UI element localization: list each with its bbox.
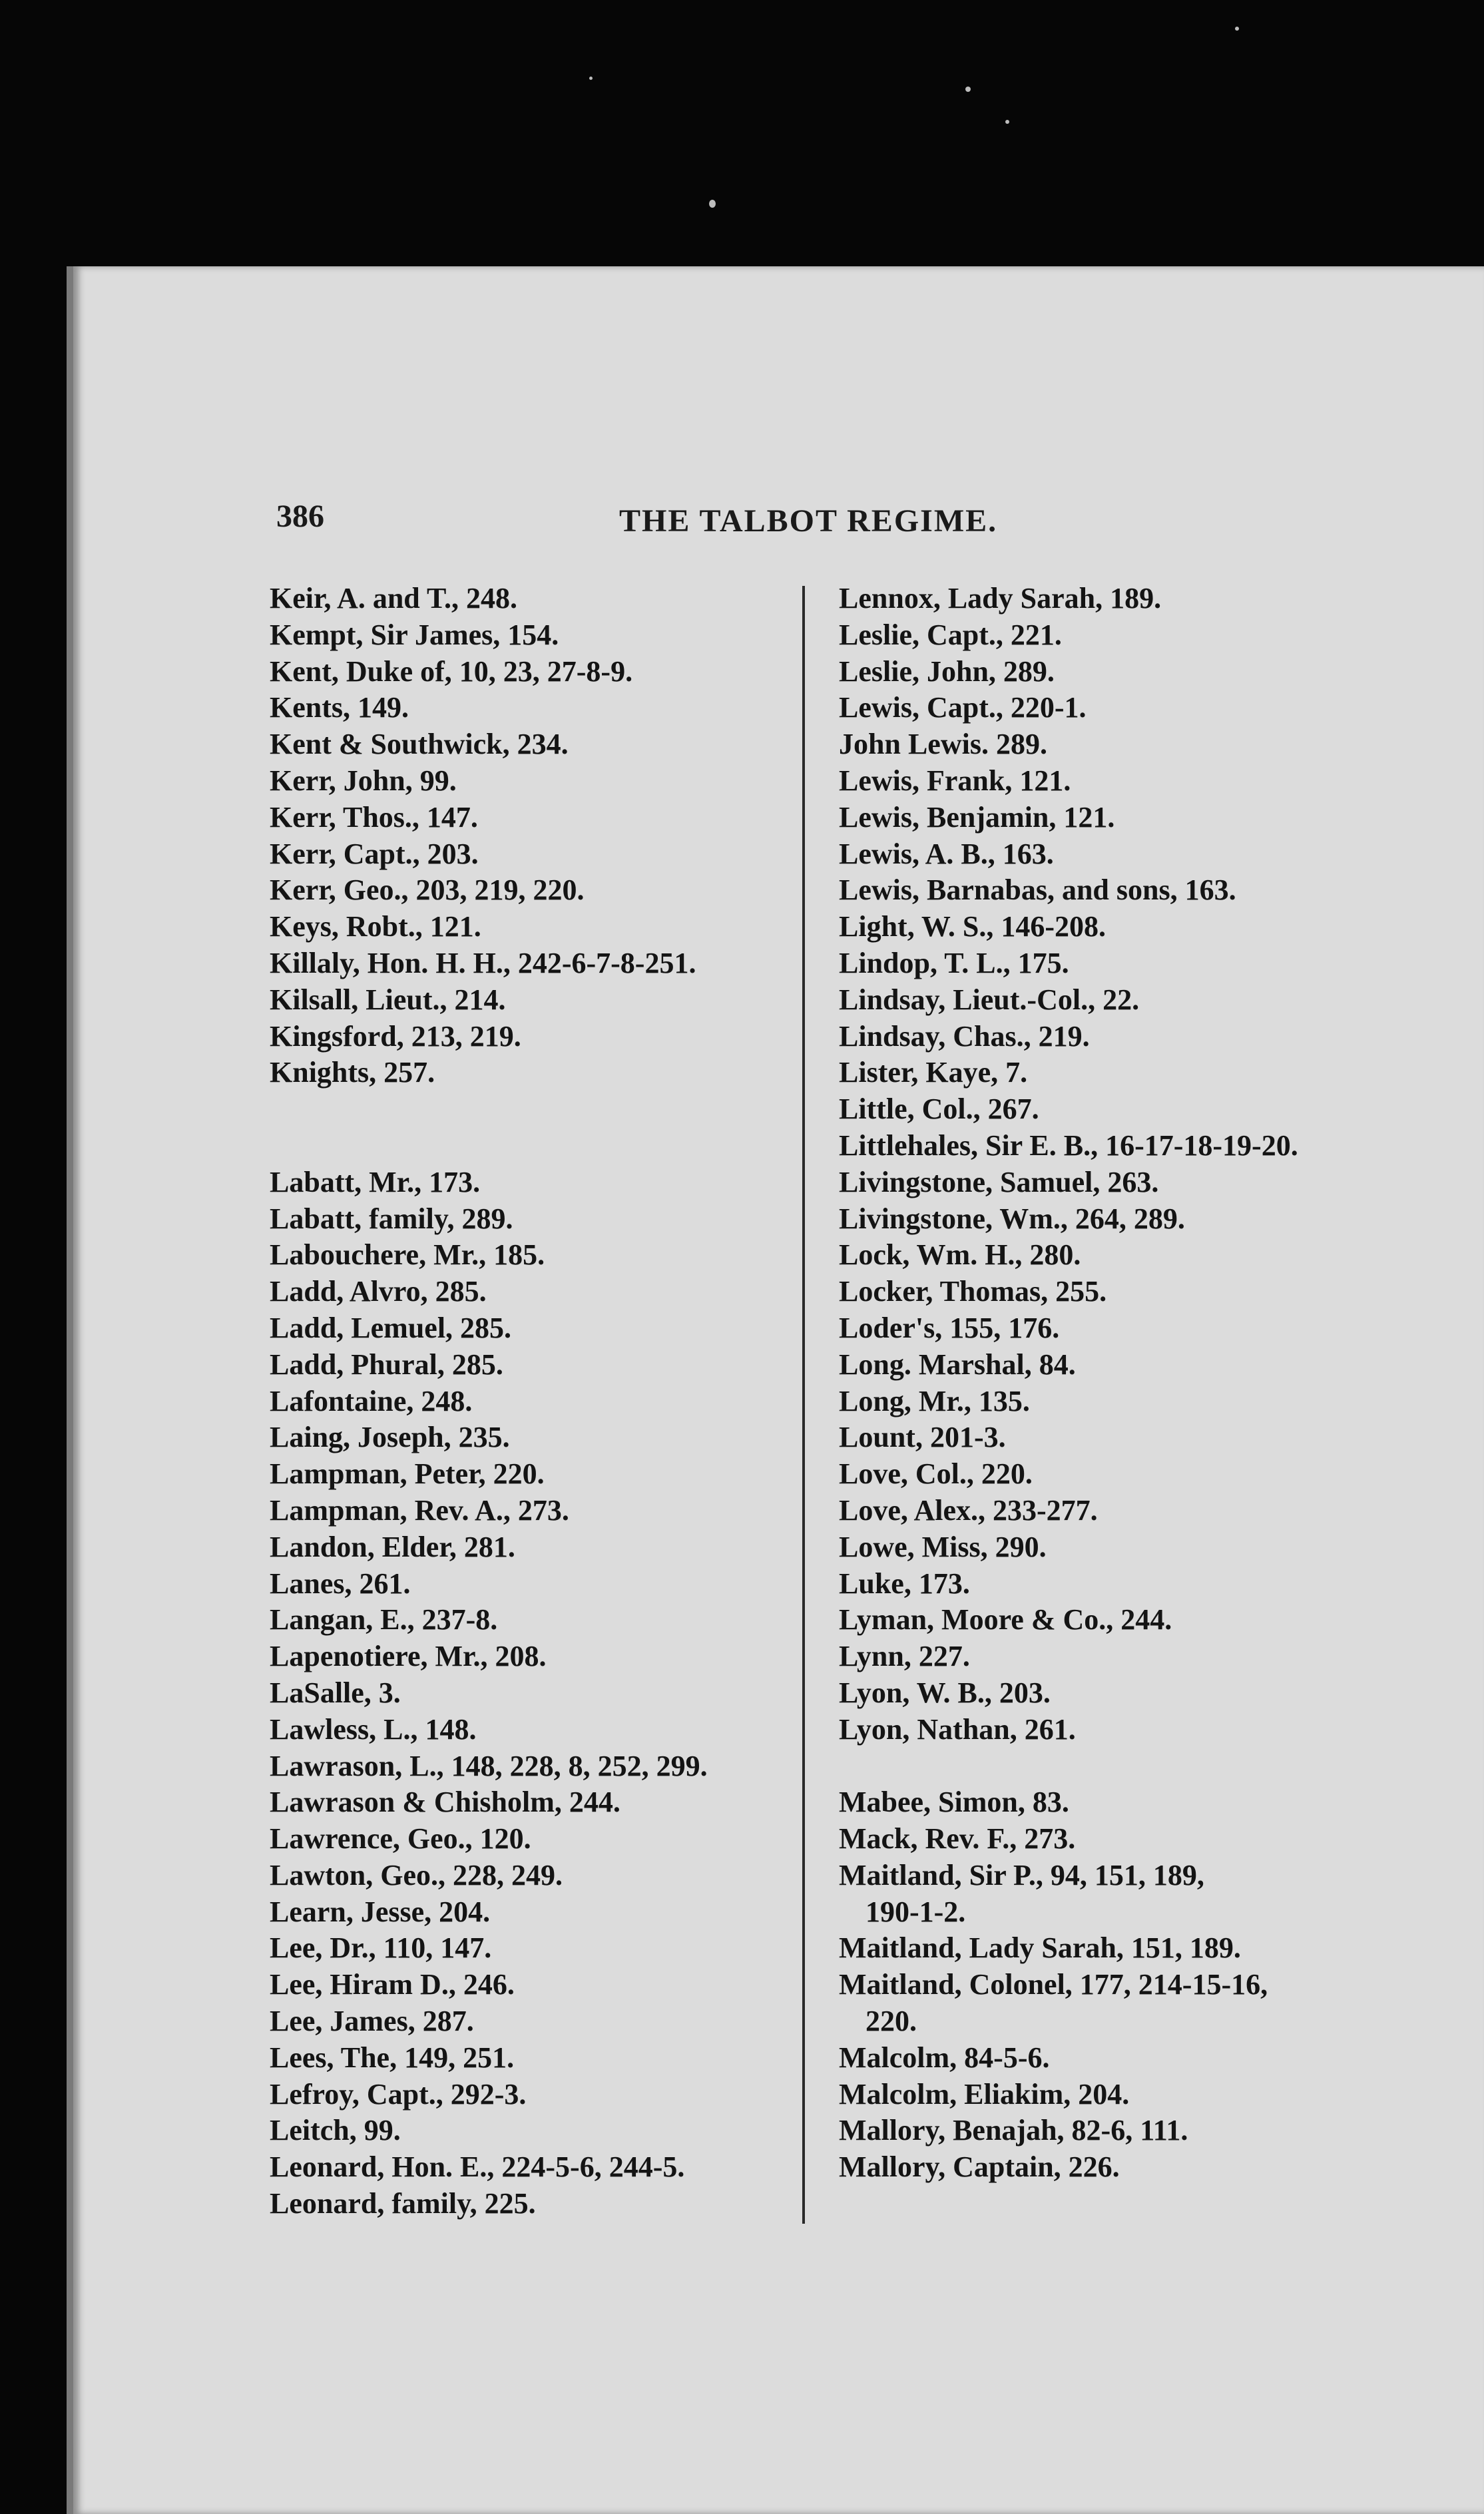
index-entry: Lynn, 227. — [839, 1640, 970, 1673]
index-entry: Labouchere, Mr., 185. — [270, 1238, 545, 1272]
index-entry: Kents, 149. — [270, 691, 409, 724]
index-entry: Leonard, family, 225. — [270, 2187, 536, 2220]
index-entry: Ladd, Phural, 285. — [270, 1348, 503, 1381]
index-entry: Lanes, 261. — [270, 1567, 411, 1600]
index-entry: Light, W. S., 146-208. — [839, 910, 1106, 943]
index-entry: Lock, Wm. H., 280. — [839, 1238, 1081, 1272]
index-entry: Lindsay, Chas., 219. — [839, 1019, 1090, 1053]
index-entry: Lees, The, 149, 251. — [270, 2041, 515, 2074]
index-entry: Lyon, Nathan, 261. — [839, 1712, 1076, 1746]
index-entry: Lee, Dr., 110, 147. — [270, 1931, 492, 1965]
index-entry: Long, Mr., 135. — [839, 1384, 1030, 1417]
index-entry: Langan, E., 237-8. — [270, 1603, 498, 1636]
index-entry: Mallory, Benajah, 82-6, 111. — [839, 2114, 1188, 2147]
index-entry: Mabee, Simon, 83. — [839, 1786, 1069, 1819]
index-entry: Laing, Joseph, 235. — [270, 1421, 510, 1454]
index-entry: Mack, Rev. F., 273. — [839, 1822, 1076, 1856]
index-entry: Leslie, Capt., 221. — [839, 618, 1062, 651]
index-entry: Lawrason, L., 148, 228, 8, 252, 299. — [270, 1749, 708, 1782]
index-entry-continuation: 220. — [866, 2005, 917, 2038]
index-entry: Lawless, L., 148. — [270, 1712, 477, 1746]
right-index-column — [839, 581, 1345, 2186]
index-entry: Kempt, Sir James, 154. — [270, 618, 559, 651]
index-entry: Lennox, Lady Sarah, 189. — [839, 582, 1162, 615]
dust-speck — [1235, 27, 1239, 31]
index-entry: Lawton, Geo., 228, 249. — [270, 1858, 563, 1891]
index-entry: Lindop, T. L., 175. — [839, 946, 1069, 979]
index-entry: Knights, 257. — [270, 1056, 435, 1089]
index-entry: Kent, Duke of, 10, 23, 27-8-9. — [270, 654, 633, 688]
index-entry: Loder's, 155, 176. — [839, 1311, 1060, 1344]
index-entry: Livingstone, Samuel, 263. — [839, 1165, 1159, 1198]
index-entry: Learn, Jesse, 204. — [270, 1895, 491, 1928]
index-entry: Lewis, Barnabas, and sons, 163. — [839, 874, 1236, 907]
index-entry: Maitland, Colonel, 177, 214-15-16, — [839, 1968, 1268, 2001]
index-entry: Lewis, Capt., 220-1. — [839, 691, 1087, 724]
index-entry: Kent & Southwick, 234. — [270, 728, 569, 761]
index-entry: Luke, 173. — [839, 1567, 970, 1600]
index-entry: Lampman, Peter, 220. — [270, 1457, 545, 1491]
index-entry: Long. Marshal, 84. — [839, 1348, 1076, 1381]
index-entry: Lapenotiere, Mr., 208. — [270, 1640, 547, 1673]
running-title: THE TALBOT REGIME. — [619, 503, 998, 539]
index-entry: Leonard, Hon. E., 224-5-6, 244-5. — [270, 2150, 685, 2184]
index-entry-continuation: 190-1-2. — [866, 1895, 966, 1928]
letter-group-gap — [839, 1748, 1345, 1785]
index-entry: Kerr, Thos., 147. — [270, 800, 478, 834]
index-entry: Labatt, Mr., 173. — [270, 1165, 481, 1198]
index-entry: Locker, Thomas, 255. — [839, 1275, 1107, 1308]
column-divider — [802, 586, 805, 2224]
index-entry: Lewis, Benjamin, 121. — [839, 800, 1115, 834]
index-entry: Lindsay, Lieut.-Col., 22. — [839, 983, 1140, 1016]
index-entry: Kerr, Capt., 203. — [270, 837, 479, 870]
index-entry: Lawrence, Geo., 120. — [270, 1822, 531, 1856]
index-entry: LaSalle, 3. — [270, 1676, 401, 1709]
index-entry: Lafontaine, 248. — [270, 1384, 473, 1417]
dust-speck — [965, 87, 971, 92]
index-entry: Leslie, John, 289. — [839, 654, 1055, 688]
index-entry: Lampman, Rev. A., 273. — [270, 1493, 569, 1527]
left-index-column — [270, 581, 789, 2222]
index-entry: Malcolm, 84-5-6. — [839, 2041, 1050, 2074]
index-entry: Landon, Elder, 281. — [270, 1530, 515, 1563]
index-entry: Lyman, Moore & Co., 244. — [839, 1603, 1172, 1636]
index-entry: Lewis, A. B., 163. — [839, 837, 1054, 870]
index-entry: Keir, A. and T., 248. — [270, 582, 518, 615]
index-entry: Malcolm, Eliakim, 204. — [839, 2077, 1130, 2111]
index-entry: Lyon, W. B., 203. — [839, 1676, 1051, 1709]
index-entry: Lowe, Miss, 290. — [839, 1530, 1047, 1563]
index-entry: Kilsall, Lieut., 214. — [270, 983, 506, 1016]
index-entry: Lister, Kaye, 7. — [839, 1056, 1028, 1089]
dust-speck — [589, 77, 593, 80]
index-entry: Lefroy, Capt., 292-3. — [270, 2077, 527, 2111]
index-entry: Killaly, Hon. H. H., 242-6-7-8-251. — [270, 946, 696, 979]
letter-group-gap — [270, 1128, 789, 1164]
index-entry: John Lewis. 289. — [839, 728, 1047, 761]
index-entry: Love, Alex., 233-277. — [839, 1493, 1098, 1527]
index-entry: Lee, James, 287. — [270, 2005, 474, 2038]
index-entry: Mallory, Captain, 226. — [839, 2150, 1120, 2184]
index-entry: Lount, 201-3. — [839, 1421, 1006, 1454]
letter-group-gap — [270, 1091, 789, 1128]
index-entry: Maitland, Lady Sarah, 151, 189. — [839, 1931, 1241, 1965]
index-entry: Lewis, Frank, 121. — [839, 764, 1071, 797]
index-entry: Livingstone, Wm., 264, 289. — [839, 1202, 1185, 1235]
index-entry: Kerr, John, 99. — [270, 764, 457, 797]
index-entry: Lee, Hiram D., 246. — [270, 1968, 515, 2001]
index-entry: Little, Col., 267. — [839, 1093, 1039, 1126]
index-entry: Lawrason & Chisholm, 244. — [270, 1786, 620, 1819]
index-entry: Ladd, Alvro, 285. — [270, 1275, 487, 1308]
index-entry: Kingsford, 213, 219. — [270, 1019, 521, 1053]
dust-speck — [709, 200, 716, 208]
dust-speck — [1005, 120, 1009, 124]
index-entry: Ladd, Lemuel, 285. — [270, 1311, 512, 1344]
page-number: 386 — [276, 499, 324, 534]
index-entry: Maitland, Sir P., 94, 151, 189, — [839, 1858, 1204, 1891]
index-entry: Keys, Robt., 121. — [270, 910, 481, 943]
index-entry: Love, Col., 220. — [839, 1457, 1033, 1491]
index-entry: Kerr, Geo., 203, 219, 220. — [270, 874, 585, 907]
index-entry: Labatt, family, 289. — [270, 1202, 513, 1235]
index-entry: Littlehales, Sir E. B., 16-17-18-19-20. — [839, 1129, 1298, 1162]
index-entry: Leitch, 99. — [270, 2114, 401, 2147]
